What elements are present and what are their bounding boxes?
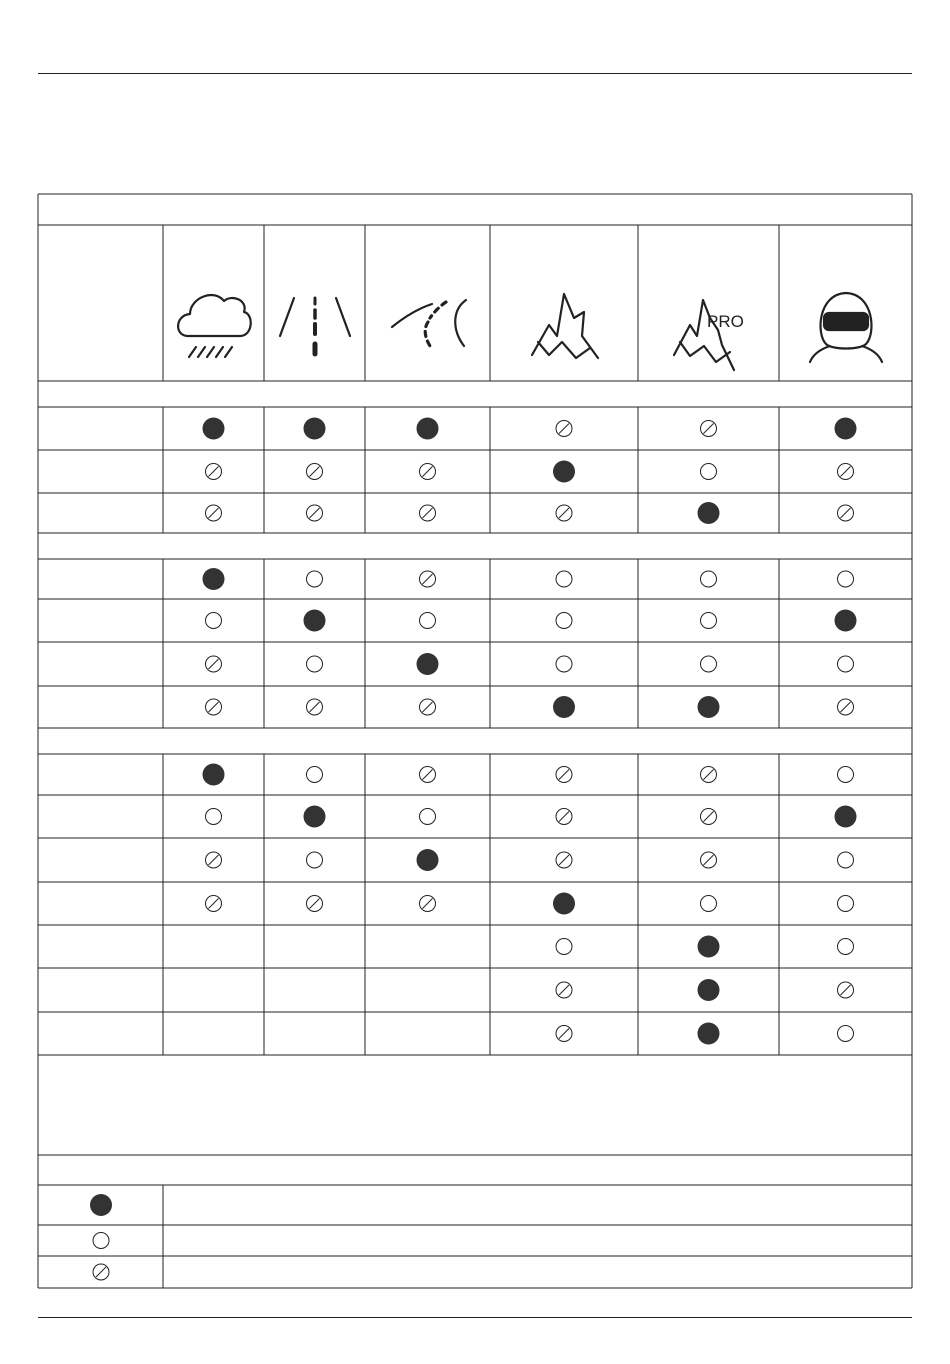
cell-symbol-na — [420, 699, 436, 715]
cell-symbol-na — [838, 505, 854, 521]
cell-symbol-na — [556, 505, 572, 521]
cell-symbol-na — [556, 1026, 572, 1042]
cell-symbol-optional — [206, 809, 222, 825]
cell-symbol-optional — [701, 571, 717, 587]
cell-symbol-standard — [553, 461, 575, 483]
legend-symbol-optional — [93, 1233, 109, 1249]
cell-symbol-na — [206, 852, 222, 868]
cell-symbol-optional — [701, 896, 717, 912]
cell-symbol-standard — [417, 418, 439, 440]
cell-symbol-optional — [307, 767, 323, 783]
cell-symbol-na — [420, 464, 436, 480]
cell-symbol-na — [420, 571, 436, 587]
cell-symbol-na — [420, 896, 436, 912]
cell-symbol-optional — [556, 656, 572, 672]
cell-symbol-na — [307, 464, 323, 480]
cell-symbol-optional — [556, 571, 572, 587]
cell-symbol-na — [701, 852, 717, 868]
cell-symbol-standard — [835, 418, 857, 440]
cell-symbol-optional — [307, 852, 323, 868]
cell-symbol-standard — [835, 610, 857, 632]
cell-symbol-optional — [556, 613, 572, 629]
cell-symbol-optional — [420, 613, 436, 629]
cell-symbol-na — [420, 505, 436, 521]
cell-symbol-optional — [838, 767, 854, 783]
cell-symbol-optional — [556, 939, 572, 955]
cell-symbol-na — [206, 505, 222, 521]
cell-symbol-standard — [698, 502, 720, 524]
cell-symbol-na — [556, 421, 572, 437]
cell-symbol-standard — [417, 849, 439, 871]
cell-symbol-optional — [838, 852, 854, 868]
cell-symbol-na — [307, 699, 323, 715]
cell-symbol-na — [556, 767, 572, 783]
cell-symbol-standard — [304, 418, 326, 440]
cell-symbol-optional — [307, 571, 323, 587]
cell-symbol-optional — [838, 939, 854, 955]
cell-symbol-standard — [553, 696, 575, 718]
cell-symbol-standard — [304, 806, 326, 828]
cell-symbol-standard — [304, 610, 326, 632]
cell-symbol-optional — [307, 656, 323, 672]
cell-symbol-na — [556, 852, 572, 868]
cell-symbol-na — [556, 809, 572, 825]
rain-cloud-icon — [178, 295, 251, 357]
cell-symbol-standard — [203, 418, 225, 440]
cell-symbol-optional — [206, 613, 222, 629]
cell-symbol-optional — [701, 613, 717, 629]
cell-symbol-na — [556, 982, 572, 998]
cell-symbol-standard — [417, 653, 439, 675]
mountain-pro-icon — [674, 300, 734, 370]
curvy-road-icon — [392, 300, 466, 346]
cell-symbol-standard — [698, 979, 720, 1001]
cell-symbol-standard — [835, 806, 857, 828]
legend-symbol-na — [93, 1264, 109, 1280]
cell-symbol-optional — [838, 656, 854, 672]
cell-symbol-na — [838, 982, 854, 998]
cell-symbol-na — [307, 896, 323, 912]
cell-symbol-standard — [698, 696, 720, 718]
cell-symbol-na — [206, 464, 222, 480]
cell-symbol-na — [701, 767, 717, 783]
mountain-icon — [532, 294, 598, 358]
cell-symbol-na — [307, 505, 323, 521]
legend-symbol-standard — [90, 1194, 112, 1216]
pro-label: PRO — [707, 312, 744, 331]
straight-road-icon — [280, 298, 350, 354]
cell-symbol-na — [206, 656, 222, 672]
cell-symbol-na — [206, 699, 222, 715]
cell-symbol-na — [838, 699, 854, 715]
cell-symbol-standard — [203, 568, 225, 590]
cell-symbol-na — [206, 896, 222, 912]
cell-symbol-standard — [203, 764, 225, 786]
cell-symbol-optional — [838, 571, 854, 587]
cell-symbol-optional — [838, 896, 854, 912]
cell-symbol-na — [701, 421, 717, 437]
cell-symbol-na — [420, 767, 436, 783]
cell-symbol-optional — [838, 1026, 854, 1042]
cell-symbol-standard — [698, 1023, 720, 1045]
cell-symbol-standard — [698, 936, 720, 958]
cell-symbol-standard — [553, 893, 575, 915]
cell-symbol-na — [701, 809, 717, 825]
rider-helmet-icon — [810, 293, 882, 362]
cell-symbol-optional — [701, 464, 717, 480]
cell-symbol-optional — [420, 809, 436, 825]
cell-symbol-na — [838, 464, 854, 480]
cell-symbol-optional — [701, 656, 717, 672]
